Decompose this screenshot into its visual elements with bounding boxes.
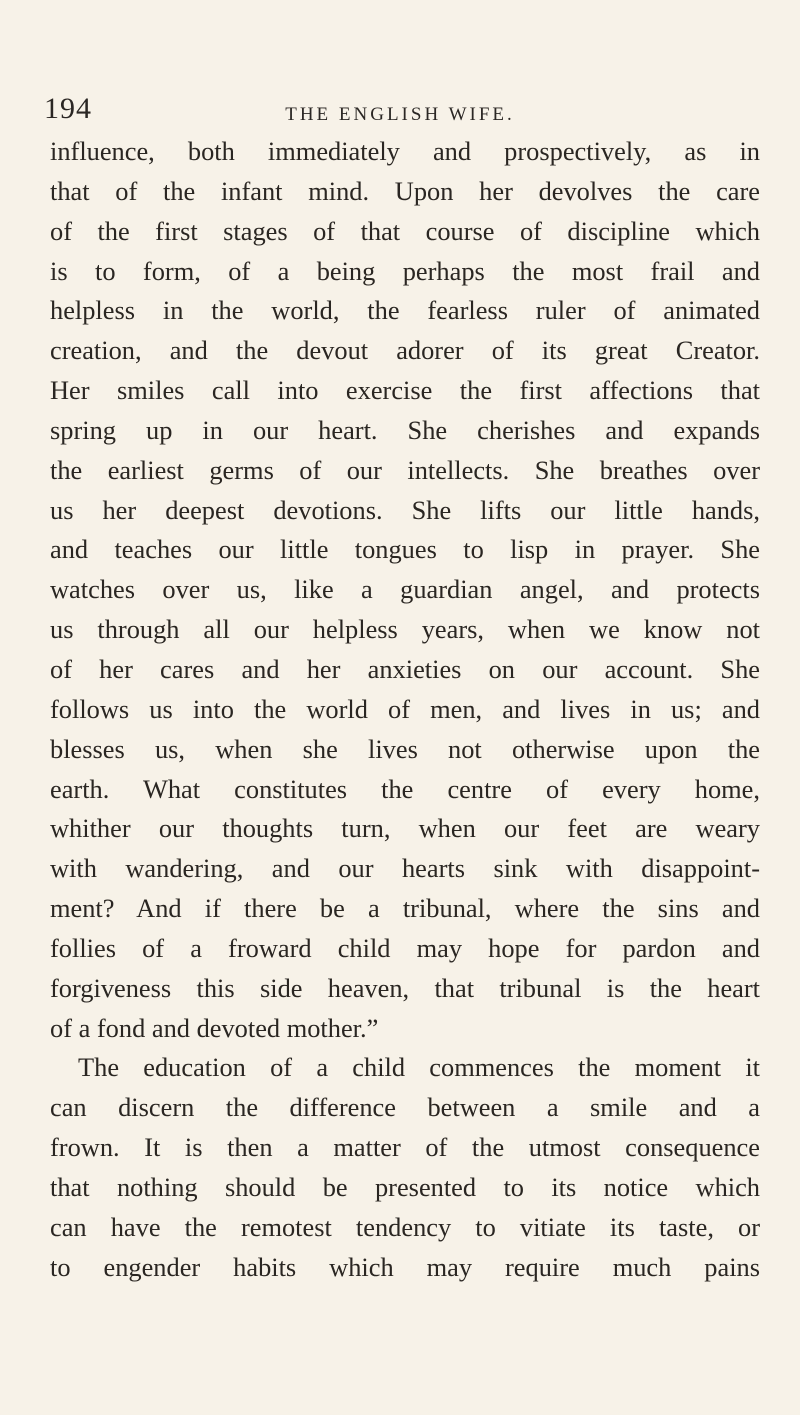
text-line: that of the infant mind. Upon her devolves the care (50, 175, 760, 206)
text-line: us through all our helpless years, when we know not (50, 614, 760, 645)
text-line: of a fond and devoted mother.” (50, 1012, 379, 1043)
text-line: frown. It is then a matter of the utmost consequence (50, 1132, 760, 1163)
text-line: can discern the difference between a smile and a (50, 1092, 760, 1123)
text-line: influence, both immediately and prospectively, as in (50, 136, 760, 166)
text-line: watches over us, like a guardian angel, and protects (50, 574, 760, 605)
text-line: blesses us, when she lives not otherwise upon the (50, 733, 760, 764)
text-line: forgiveness this side heaven, that tribunal is the heart (50, 972, 760, 1003)
text-line: follies of a froward child may hope for pardon and (50, 932, 760, 963)
text-line: is to form, of a being perhaps the most frail and (50, 255, 760, 286)
text-line: follows us into the world of men, and lives in us; and (50, 693, 760, 724)
text-line: and teaches our little tongues to lisp in prayer. She (50, 534, 760, 565)
text-line: the earliest germs of our intellects. She breathes over (50, 454, 760, 485)
text-line: creation, and the devout adorer of its great Creator. (50, 335, 760, 366)
text-line: whither our thoughts turn, when our feet are weary (50, 813, 760, 844)
text-line: that nothing should be presented to its notice which (50, 1171, 760, 1202)
text-line: to engender habits which may require much pains (50, 1251, 760, 1282)
text-line: The education of a child commences the moment it (78, 1052, 760, 1083)
text-line: spring up in our heart. She cherishes and expands (50, 414, 760, 445)
running-title: THE ENGLISH WIFE. (285, 104, 515, 125)
text-line: Her smiles call into exercise the first affections that (50, 375, 760, 406)
page-number: 194 (44, 92, 92, 125)
body-text (50, 132, 760, 1287)
text-line: us her deepest devotions. She lifts our little hands, (50, 494, 760, 525)
text-line: of the first stages of that course of discipline which (50, 215, 760, 246)
text-line: helpless in the world, the fearless ruler of animated (50, 295, 760, 326)
text-line: with wandering, and our hearts sink with disappoint- (50, 853, 760, 884)
text-line: can have the remotest tendency to vitiate its taste, or (50, 1211, 760, 1242)
text-line: earth. What constitutes the centre of every home, (50, 773, 760, 804)
text-line: ment? And if there be a tribunal, where the sins and (50, 893, 760, 924)
text-line: of her cares and her anxieties on our account. She (50, 653, 760, 684)
